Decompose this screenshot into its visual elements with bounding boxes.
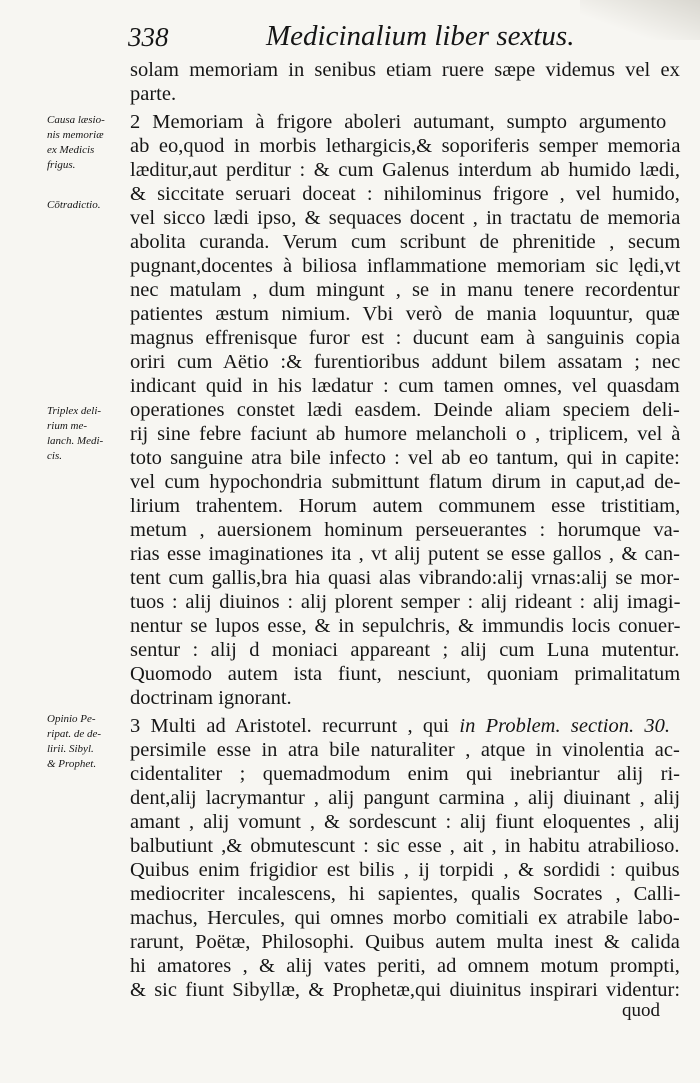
italic-reference: in Problem. section. 30. [459,715,671,737]
page-header [128,20,688,56]
text-line: nentur se lupos esse, & in sepulchris, & immundis locis conuer- [130,615,681,637]
text-line: doctrinam ignorant. [130,687,292,709]
text-line: læditur,aut perditur : & cum Galenus interdum ab humido lædi, [130,159,680,181]
text-line: vel cum hypochondria submittunt flatum dirum in caput,ad de- [130,471,681,493]
text-line: & sic fiunt Sibyllæ, & Prophetæ,qui diuinitus inspirari videntur: [130,979,681,1001]
text-line: indicant quid in his lædatur : cum tamen omnes, vel quasdam [130,375,680,397]
text-line: machus, Hercules, qui omnes morbo comitiali ex atrabile labo- [130,907,680,929]
margin-note: Cōtradictio. [47,199,101,211]
text-line: & siccitate seruari doceat : nihilominus frigore , vel humido, [130,183,680,205]
text-line: Quibus enim frigidior est bilis , ij torpidi , & sordidi : quibus [130,859,680,881]
text-line: mediocriter incalescens, hi sapientes, qualis Socrates , Calli- [130,883,681,905]
margin-note: Opinio Pe- ripat. de de- lirii. Sibyl. & Prophet. [47,713,102,770]
text-line: operationes constet lædi easdem. Deinde aliam speciem deli- [130,399,680,421]
text-line: magnus effrenisque furor est : ducunt eam à sanguinis copia [130,327,681,349]
text-line: metum , auersionem hominum perseuerantes : horumque va- [130,519,680,541]
text-line: tuos : alij diuinos : alij plorent semper : alij rideant : alij imagi- [130,591,681,613]
text-line: rij sine febre faciunt ab humore melancholi o , triplicem, vel à [130,423,681,445]
text-line: 2 Memoriam à frigore aboleri autumant, sumpto argumento [130,111,667,133]
text-line: amant , alij vomunt , & sordescunt : alij fiunt eloquentes , alij [130,811,680,833]
text-line: toto sanguine atra bile infecto : vel ab eo tantum, qui in capite: [130,447,680,469]
running-title: Medicinalium liber sextus. [266,20,575,52]
text-line: rias esse imaginationes ita , vt alij putent se esse gallos , & can- [130,543,680,565]
text-line: abolita curanda. Verum cum scribunt de phrenitide , secum [130,231,681,253]
text-line: cidentaliter ; quemadmodum enim qui inebriantur alij ri- [130,763,680,785]
text-line: ab eo,quod in morbis lethargicis,& soporiferis semper memoria [130,135,681,157]
margin-note: Causa læsio- nis memoriæ ex Medicis frigus. [47,114,105,171]
text-line: tent cum gallis,bra hia quasi alas vibrando:alij vrnas:alij se mor- [130,567,680,589]
text-line: nec matulam , dum mingunt , se in manu tenere recordentur [130,279,680,301]
text-line-start: 3 Multi ad Aristotel. recurrunt , qui [130,715,460,737]
text-line [130,714,670,738]
text-line: Quomodo autem ista fiunt, nesciunt, quoniam primalitatum [130,663,681,685]
text-line: pugnant,docentes à biliosa inflammatione memoriam sic lędi,vt [130,255,681,277]
text-line: lirium trahentem. Horum autem communem esse tristitiam, [130,495,681,517]
catchword: quod [622,1000,660,1021]
text-line: solam memoriam in senibus etiam ruere sæpe videmus vel ex [130,59,680,81]
text-line: oriri cum Aëtio :& furentioribus addunt bilem assatam ; nec [130,351,681,373]
text-line: sentur : alij d moniaci appareant ; alij cum Luna mutentur. [130,639,680,661]
page-number: 338 [128,22,169,52]
margin-note: Triplex deli- rium me- lanch. Medi- cis. [47,405,104,462]
text-line: vel sicco lædi ipso, & sequaces docent , in tractatu de memoria [130,207,681,229]
text-line: patientes æstum nimium. Vbi verò de mania loquuntur, quæ [130,303,680,325]
text-line: hi amatores , & alij vates periti, ad omnem motum prompti, [130,955,680,977]
text-line: rarunt, Poëtæ, Philosophi. Quibus autem multa inest & calida [130,931,680,953]
text-line: persimile esse in atra bile naturaliter , atque in vinolentia ac- [130,739,680,761]
text-line: dent,alij lacrymantur , alij pangunt carmina , alij diuinant , alij [130,787,681,809]
text-line: parte. [130,83,177,105]
text-line: balbutiunt ,& obmutescunt : sic esse , ait , in habitu atrabilioso. [130,835,680,857]
